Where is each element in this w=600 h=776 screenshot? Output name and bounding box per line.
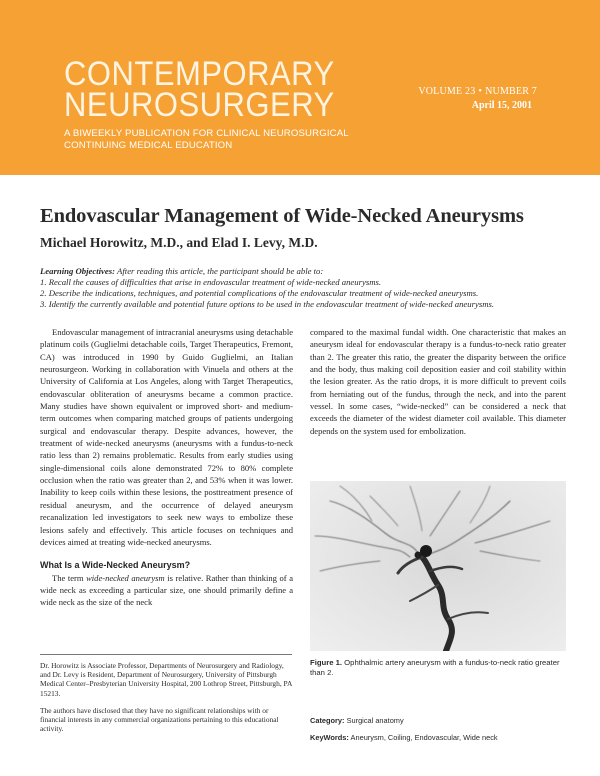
article-authors: Michael Horowitz, M.D., and Elad I. Levy, M.D.	[40, 235, 318, 250]
tagline-line2: CONTINUING MEDICAL EDUCATION	[64, 140, 233, 151]
keywords-line	[310, 729, 498, 746]
body-paragraph: compared to the maximal fundal width. One characteristic that makes an aneurysm ideal for endovascular therapy is a fundus-to-neck ratio greater than 2. The greater this ratio, the greater the disparity between the orifice and the body, thus making coil deposition easier and coil stability within the lesion greater. As the ratio drops, it is more difficult to prevent coils from herniating out of the fundus, through the neck, and into the parent vessel. In some cases, “wide-necked” can be considered a neck that exceeds the diameter of the widest diameter coil available. This diameter depends on the system used for embolization.	[310, 327, 566, 436]
author-footnote	[40, 661, 296, 733]
journal-tagline	[64, 128, 484, 152]
figure-caption	[310, 658, 568, 678]
italic-term: wide-necked aneurysm	[86, 572, 165, 583]
category-label: Category:	[310, 716, 345, 725]
text-run: is relative. Rather than thinking of a wide neck as exceeding a particular size, one should primarily define a wide neck as the size of the neck	[40, 572, 293, 608]
figure-label: Figure 1.	[310, 658, 343, 667]
angiogram-figure	[310, 481, 566, 651]
objectives-lead: Learning Objectives:	[40, 266, 116, 276]
figure-caption-text: Ophthalmic artery aneurysm with a fundus-to-neck ratio greater than 2.	[310, 658, 560, 677]
volume-label: VOLUME 23	[418, 86, 476, 97]
objectives-intro	[40, 266, 580, 277]
category-line	[310, 712, 498, 729]
objective-item: 1. Recall the causes of difficulties that arise in endovascular treatment of wide-necked aneurysms.	[40, 277, 382, 287]
author-affiliation: Dr. Horowitz is Associate Professor, Departments of Neurosurgery and Radiology, and Dr. Levy is Resident, Department of Neurosurgery, University of Pittsburgh Medical Center–Presbyterian University Hospital, 200 Lothrop Street, Pittsburgh, PA 15213.	[40, 661, 292, 698]
keywords-value: Aneurysm, Coiling, Endovascular, Wide neck	[350, 733, 498, 742]
issue-info	[418, 86, 537, 97]
category-value: Surgical anatomy	[346, 716, 404, 725]
body-paragraph	[40, 572, 293, 609]
bullet-separator: •	[478, 86, 483, 97]
number-label: NUMBER 7	[485, 86, 537, 97]
body-column-left	[40, 326, 293, 609]
tagline-line1: A BIWEEKLY PUBLICATION FOR CLINICAL NEUROSURGICAL	[64, 128, 349, 139]
issue-date: April 15, 2001	[471, 100, 532, 111]
body-column-right	[310, 326, 566, 437]
journal-masthead	[64, 53, 335, 125]
article-metadata	[310, 712, 498, 746]
angiogram-image	[310, 481, 566, 651]
objectives-intro-text: After reading this article, the participant should be able to:	[115, 266, 324, 276]
learning-objectives	[40, 266, 580, 310]
disclosure-statement: The authors have disclosed that they have no significant relationships with or financial interests in any commercial organizations pertaining to this educational activity.	[40, 705, 279, 734]
journal-name-line1: CONTEMPORARY	[64, 53, 335, 93]
section-heading: What Is a Wide-Necked Aneurysm?	[40, 560, 191, 571]
journal-name-line2: NEUROSURGERY	[64, 84, 335, 125]
body-paragraph: Endovascular management of intracranial aneurysms using detachable platinum coils (Guglielmi detachable coils, Target Therapeutics, Fremont, CA) was introduced in 1990 by Guido Guglielmi, an Italian neurosurgeon. Working in collaboration with Vinuela and others at the University of California at Los Angeles, along with Target Therapeutics, endovascular obliteration of aneurysms became a common practice. Many studies have shown equivalent or improved short- and medium-term outcomes when comparing matched groups of patients undergoing surgical and endovascular therapy. Despite advances, however, the treatment of wide-necked aneurysms (aneurysms with a fundus-to-neck ratio less than 2) remains problematic. Results from early studies using single-dimensional coils alone demonstrated 72% to 80% complete occlusion when the ratio was greater than 2, and 53% when it was lower. Inability to keep coils within these lesions, the posttreatment presence of residual aneurysm, and the occurrence of delayed aneurysm recanalization led investigators to seek new ways to embolize these lesions safely and effectively. This article focuses on techniques and devices aimed at treating wide-necked aneurysms.	[40, 327, 293, 547]
text-run: The term	[52, 572, 87, 583]
article-title: Endovascular Management of Wide-Necked Aneurysms	[40, 205, 524, 227]
keywords-label: KeyWords:	[310, 733, 349, 742]
objective-item: 2. Describe the indications, techniques, and potential complications of the endovascular treatment of wide-necked aneurysms.	[40, 288, 479, 298]
footnote-divider	[40, 654, 292, 655]
objective-item: 3. Identify the currently available and potential future options to be used in the endovascular treatment of wide-necked aneurysms.	[40, 299, 495, 309]
